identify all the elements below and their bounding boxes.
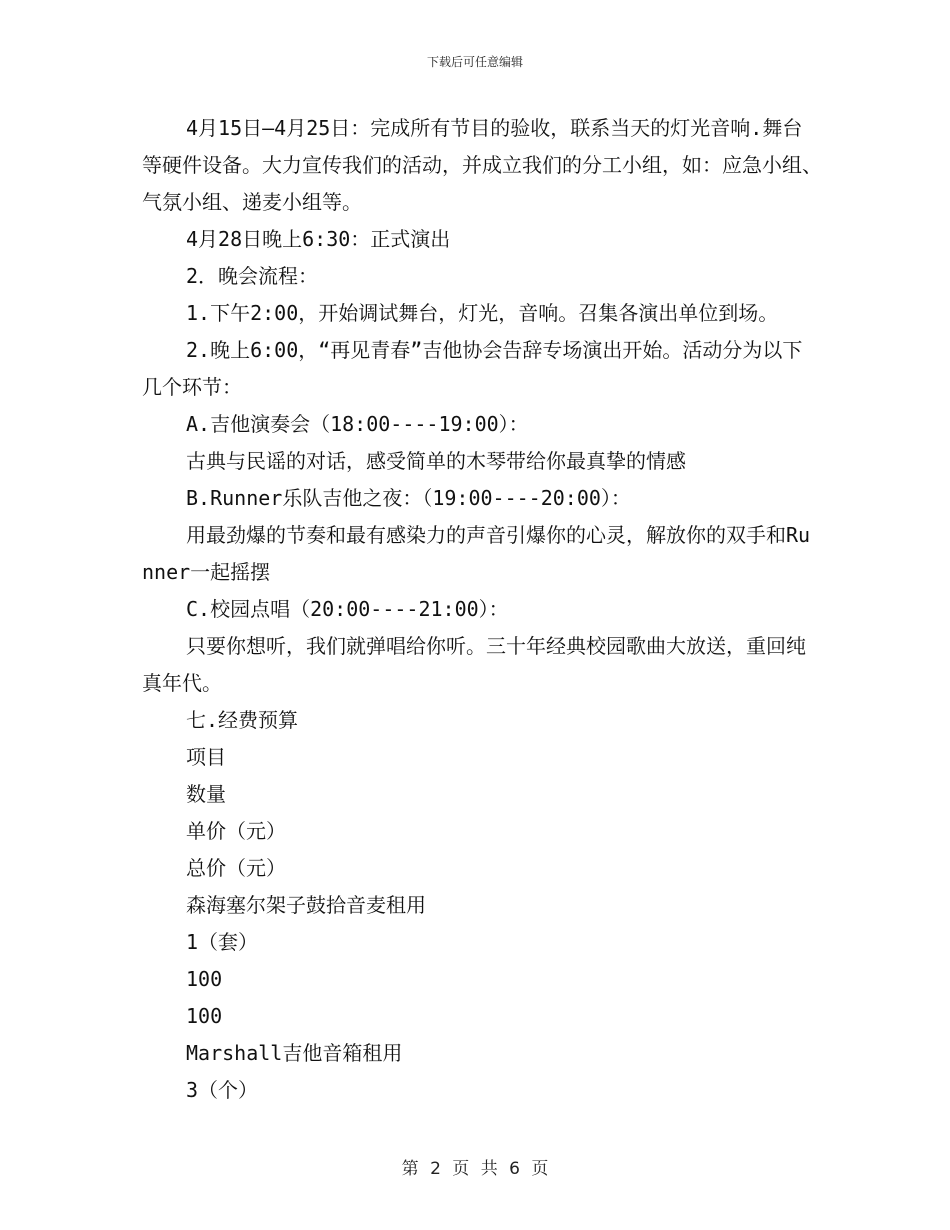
document-body	[142, 110, 822, 1109]
paragraph-flow-step-1: 1.下午2:00，开始调试舞台，灯光，音响。召集各演出单位到场。	[186, 301, 779, 325]
budget-row-1-item: 森海塞尔架子鼓拾音麦租用	[186, 893, 426, 917]
paragraph-flow-step-2: 2.晚上6:00，“再见青春”吉他协会告辞专场演出开始。活动分为以下几个环节：	[142, 338, 803, 399]
paragraph-schedule-apr28: 4月28日晚上6:30：正式演出	[186, 227, 451, 251]
paragraph-budget-heading: 七.经费预算	[186, 708, 299, 732]
budget-row-1-unit-price: 100	[186, 967, 223, 991]
budget-row-2-item: Marshall吉他音箱租用	[186, 1041, 403, 1065]
paragraph-section-b-desc: 用最劲爆的节奏和最有感染力的声音引爆你的心灵，解放你的双手和Runner一起摇摆	[142, 523, 811, 584]
page-footer: 第 2 页 共 6 页	[401, 1159, 549, 1179]
budget-row-1-total-price: 100	[186, 1004, 223, 1028]
page-header: 下载后可任意编辑	[426, 55, 523, 69]
budget-header-unit-price: 单价（元）	[186, 819, 286, 843]
budget-row-2-quantity: 3（个）	[186, 1078, 259, 1102]
paragraph-schedule-apr15: 4月15日—4月25日：完成所有节目的验收，联系当天的灯光音响.舞台等硬件设备。大力宣传我们的活动，并成立我们的分工小组，如：应急小组、气氛小组、递麦小组等。	[142, 116, 822, 214]
paragraph-section-b-title: B.Runner乐队吉他之夜：（19:00----20:00）：	[186, 486, 631, 510]
budget-header-item: 项目	[186, 745, 226, 769]
paragraph-section-a-title: A.吉他演奏会（18:00----19:00）：	[186, 412, 529, 436]
paragraph-section-a-desc: 古典与民谣的对话，感受简单的木琴带给你最真挚的情感	[186, 449, 686, 473]
budget-header-quantity: 数量	[186, 782, 226, 806]
paragraph-heading-flow: 2．晚会流程：	[186, 264, 319, 288]
budget-header-total-price: 总价（元）	[186, 856, 286, 880]
paragraph-section-c-title: C.校园点唱（20:00----21:00）：	[186, 597, 509, 621]
budget-row-1-quantity: 1（套）	[186, 930, 259, 954]
paragraph-section-c-desc: 只要你想听，我们就弹唱给你听。三十年经典校园歌曲大放送，重回纯真年代。	[142, 634, 806, 695]
